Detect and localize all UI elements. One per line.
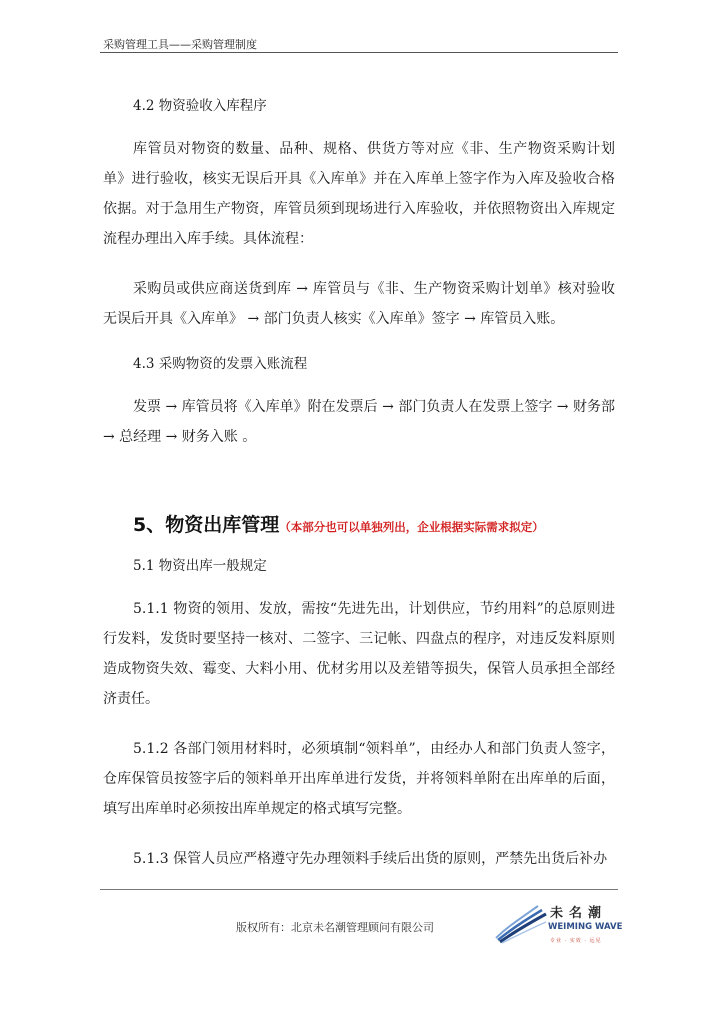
wave-logo-icon <box>492 898 548 946</box>
heading-section-5 <box>133 510 544 537</box>
company-logo <box>492 898 623 950</box>
logo-tagline: 专业 · 实效 · 远见 <box>550 938 602 944</box>
page-header-title: 采购管理工具——采购管理制度 <box>103 38 257 51</box>
paragraph-5-1-2: 5.1.2 各部门领用材料时，必须填制“领料单”，由经办人和部门负责人签字，仓库保管员按签字后的领料单开出库单进行发货，并将领料单附在出库单的后面，填写出库单时必须按出库单规定的格式填写完整。 <box>103 741 615 817</box>
paragraph-5-1-1: 5.1.1 物资的领用、发放，需按“先进先出，计划供应，节约用料”的总原则进行发料，发货时要坚持一核对、二签字、三记帐、四盘点的程序，对违反发料原则造成物资失效、霉变、大料小用、优材劣用以及差错等损失，保管人员承担全部经济责任。 <box>103 601 615 707</box>
logo-chinese-name: 未名潮 <box>550 906 608 921</box>
header-divider <box>100 52 618 53</box>
logo-english-name: WEIMING WAVE <box>548 922 623 932</box>
paragraph-4-3-flow: 发票 → 库管员将《入库单》附在发票后 → 部门负责人在发票上签字 → 财务部 → 总经理 → 财务入账 。 <box>103 399 615 445</box>
heading-section-5-note: （本部分也可以单独列出，企业根据实际需求拟定） <box>279 520 544 534</box>
paragraph-4-2-intro: 库管员对物资的数量、品种、规格、供货方等对应《非、生产物资采购计划单》进行验收，核实无误后开具《入库单》并在入库单上签字作为入库及验收合格依据。对于急用生产物资，库管员须到现场进行入库验收，并依照物资出入库规定流程办理出入库手续。具体流程： <box>103 141 615 247</box>
heading-4-2: 4.2 物资验收入库程序 <box>133 98 267 114</box>
heading-section-5-title: 5、物资出库管理 <box>133 514 280 536</box>
heading-5-1: 5.1 物资出库一般规定 <box>133 558 267 574</box>
footer-copyright: 版权所有：北京未名潮管理顾问有限公司 <box>236 921 434 934</box>
paragraph-5-1-3: 5.1.3 保管人员应严格遵守先办理领料手续后出货的原则，严禁先出货后补办 <box>133 851 608 867</box>
paragraph-4-2-flow: 采购员或供应商送货到库 → 库管员与《非、生产物资采购计划单》核对验收无误后开具《入库单》 → 部门负责人核实《入库单》签字 → 库管员入账。 <box>103 281 615 327</box>
heading-4-3: 4.3 采购物资的发票入账流程 <box>133 356 308 372</box>
footer-divider <box>100 889 618 890</box>
